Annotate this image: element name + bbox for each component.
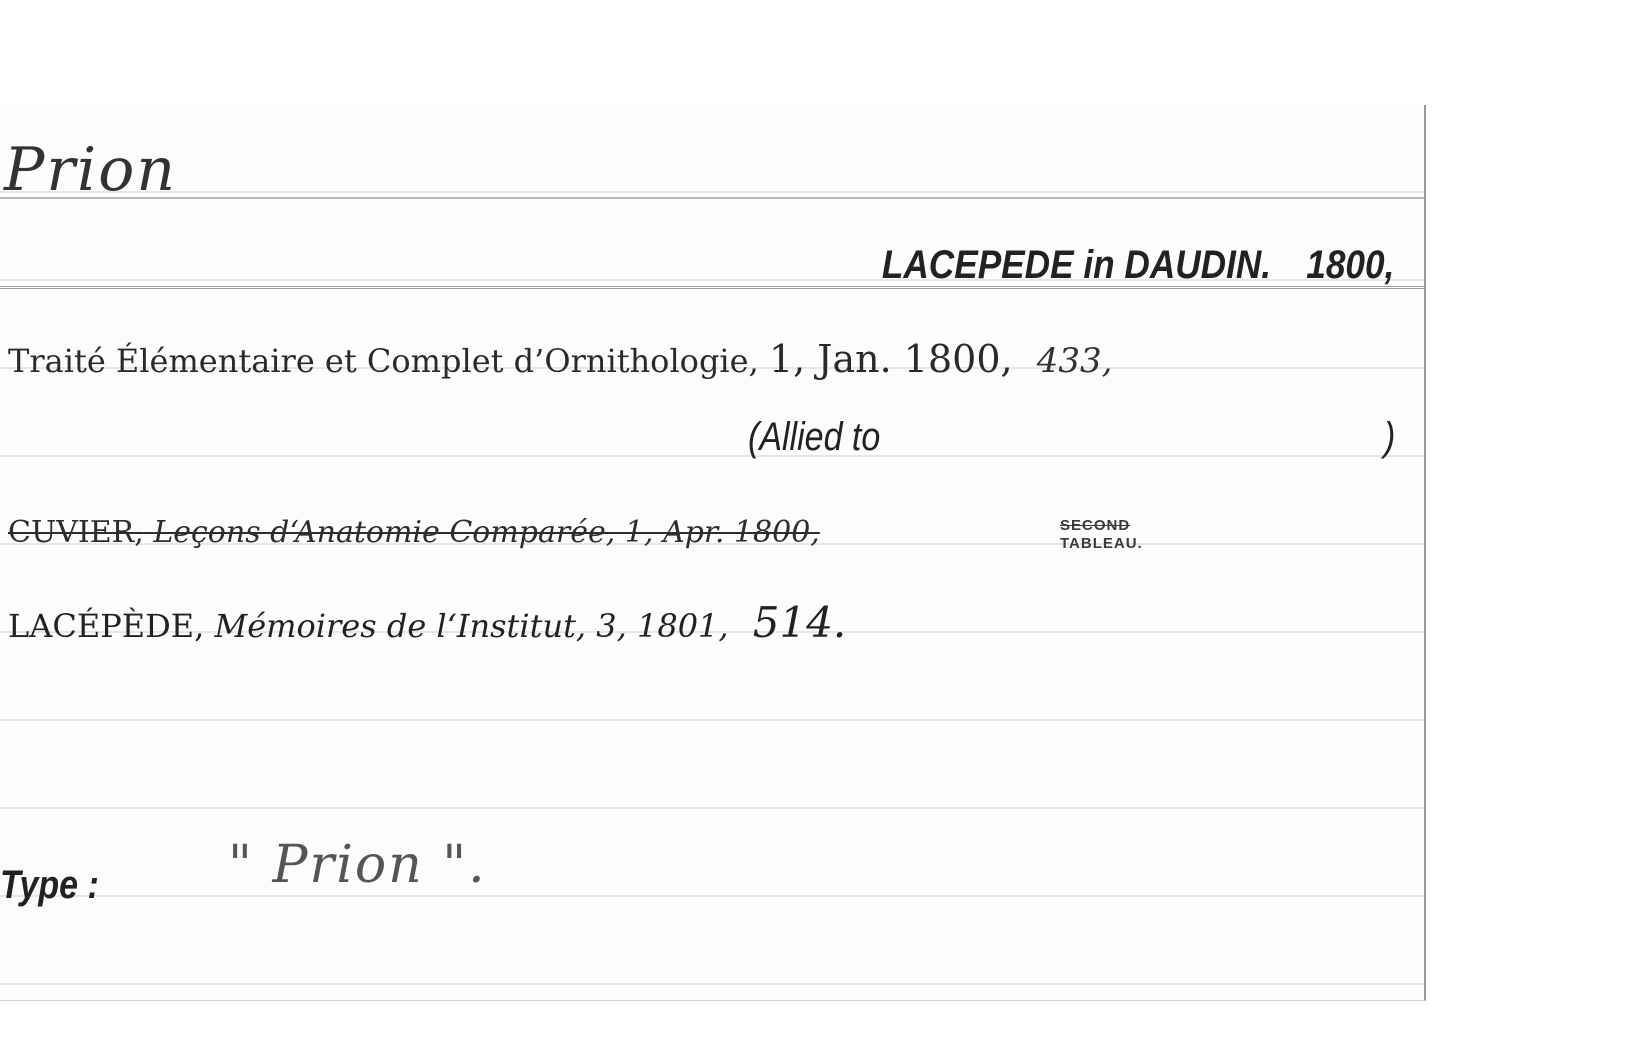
authority-line [882, 243, 1394, 288]
struck-work: Leçons d‘Anatomie Comparée, 1, Apr. 1800, [153, 515, 820, 550]
reference-page: 433, [1036, 341, 1113, 381]
publication-line [8, 598, 846, 647]
reference-citation: 1, Jan. 1800, [768, 337, 1013, 381]
genus-title: Prion [4, 135, 178, 205]
reference-line [8, 337, 1112, 381]
type-label: Type : [0, 863, 99, 907]
second-tableau-stamp [1060, 517, 1143, 553]
index-card [0, 105, 1426, 1001]
reference-title: Traité Élémentaire et Complet d’Ornithologie, [8, 342, 759, 380]
publication-page: 514. [752, 598, 847, 647]
struck-reference [8, 515, 820, 550]
authority: LACEPEDE in DAUDIN. [881, 243, 1271, 287]
authority-year: 1800, [1305, 243, 1394, 287]
title-rule [0, 197, 1424, 199]
stamp-line-1: SECOND [1060, 517, 1131, 534]
stamp-line-2: TABLEAU. [1060, 535, 1143, 552]
publication-work: Mémoires de l‘Institut, 3, 1801, [214, 607, 729, 645]
publication-author: LACÉPÈDE, [8, 607, 205, 645]
type-value: " Prion ". [228, 835, 487, 895]
allied-to-close: ) [1384, 415, 1396, 459]
struck-author: CUVIER, [8, 515, 144, 550]
allied-to-label: (Allied to [748, 415, 881, 459]
